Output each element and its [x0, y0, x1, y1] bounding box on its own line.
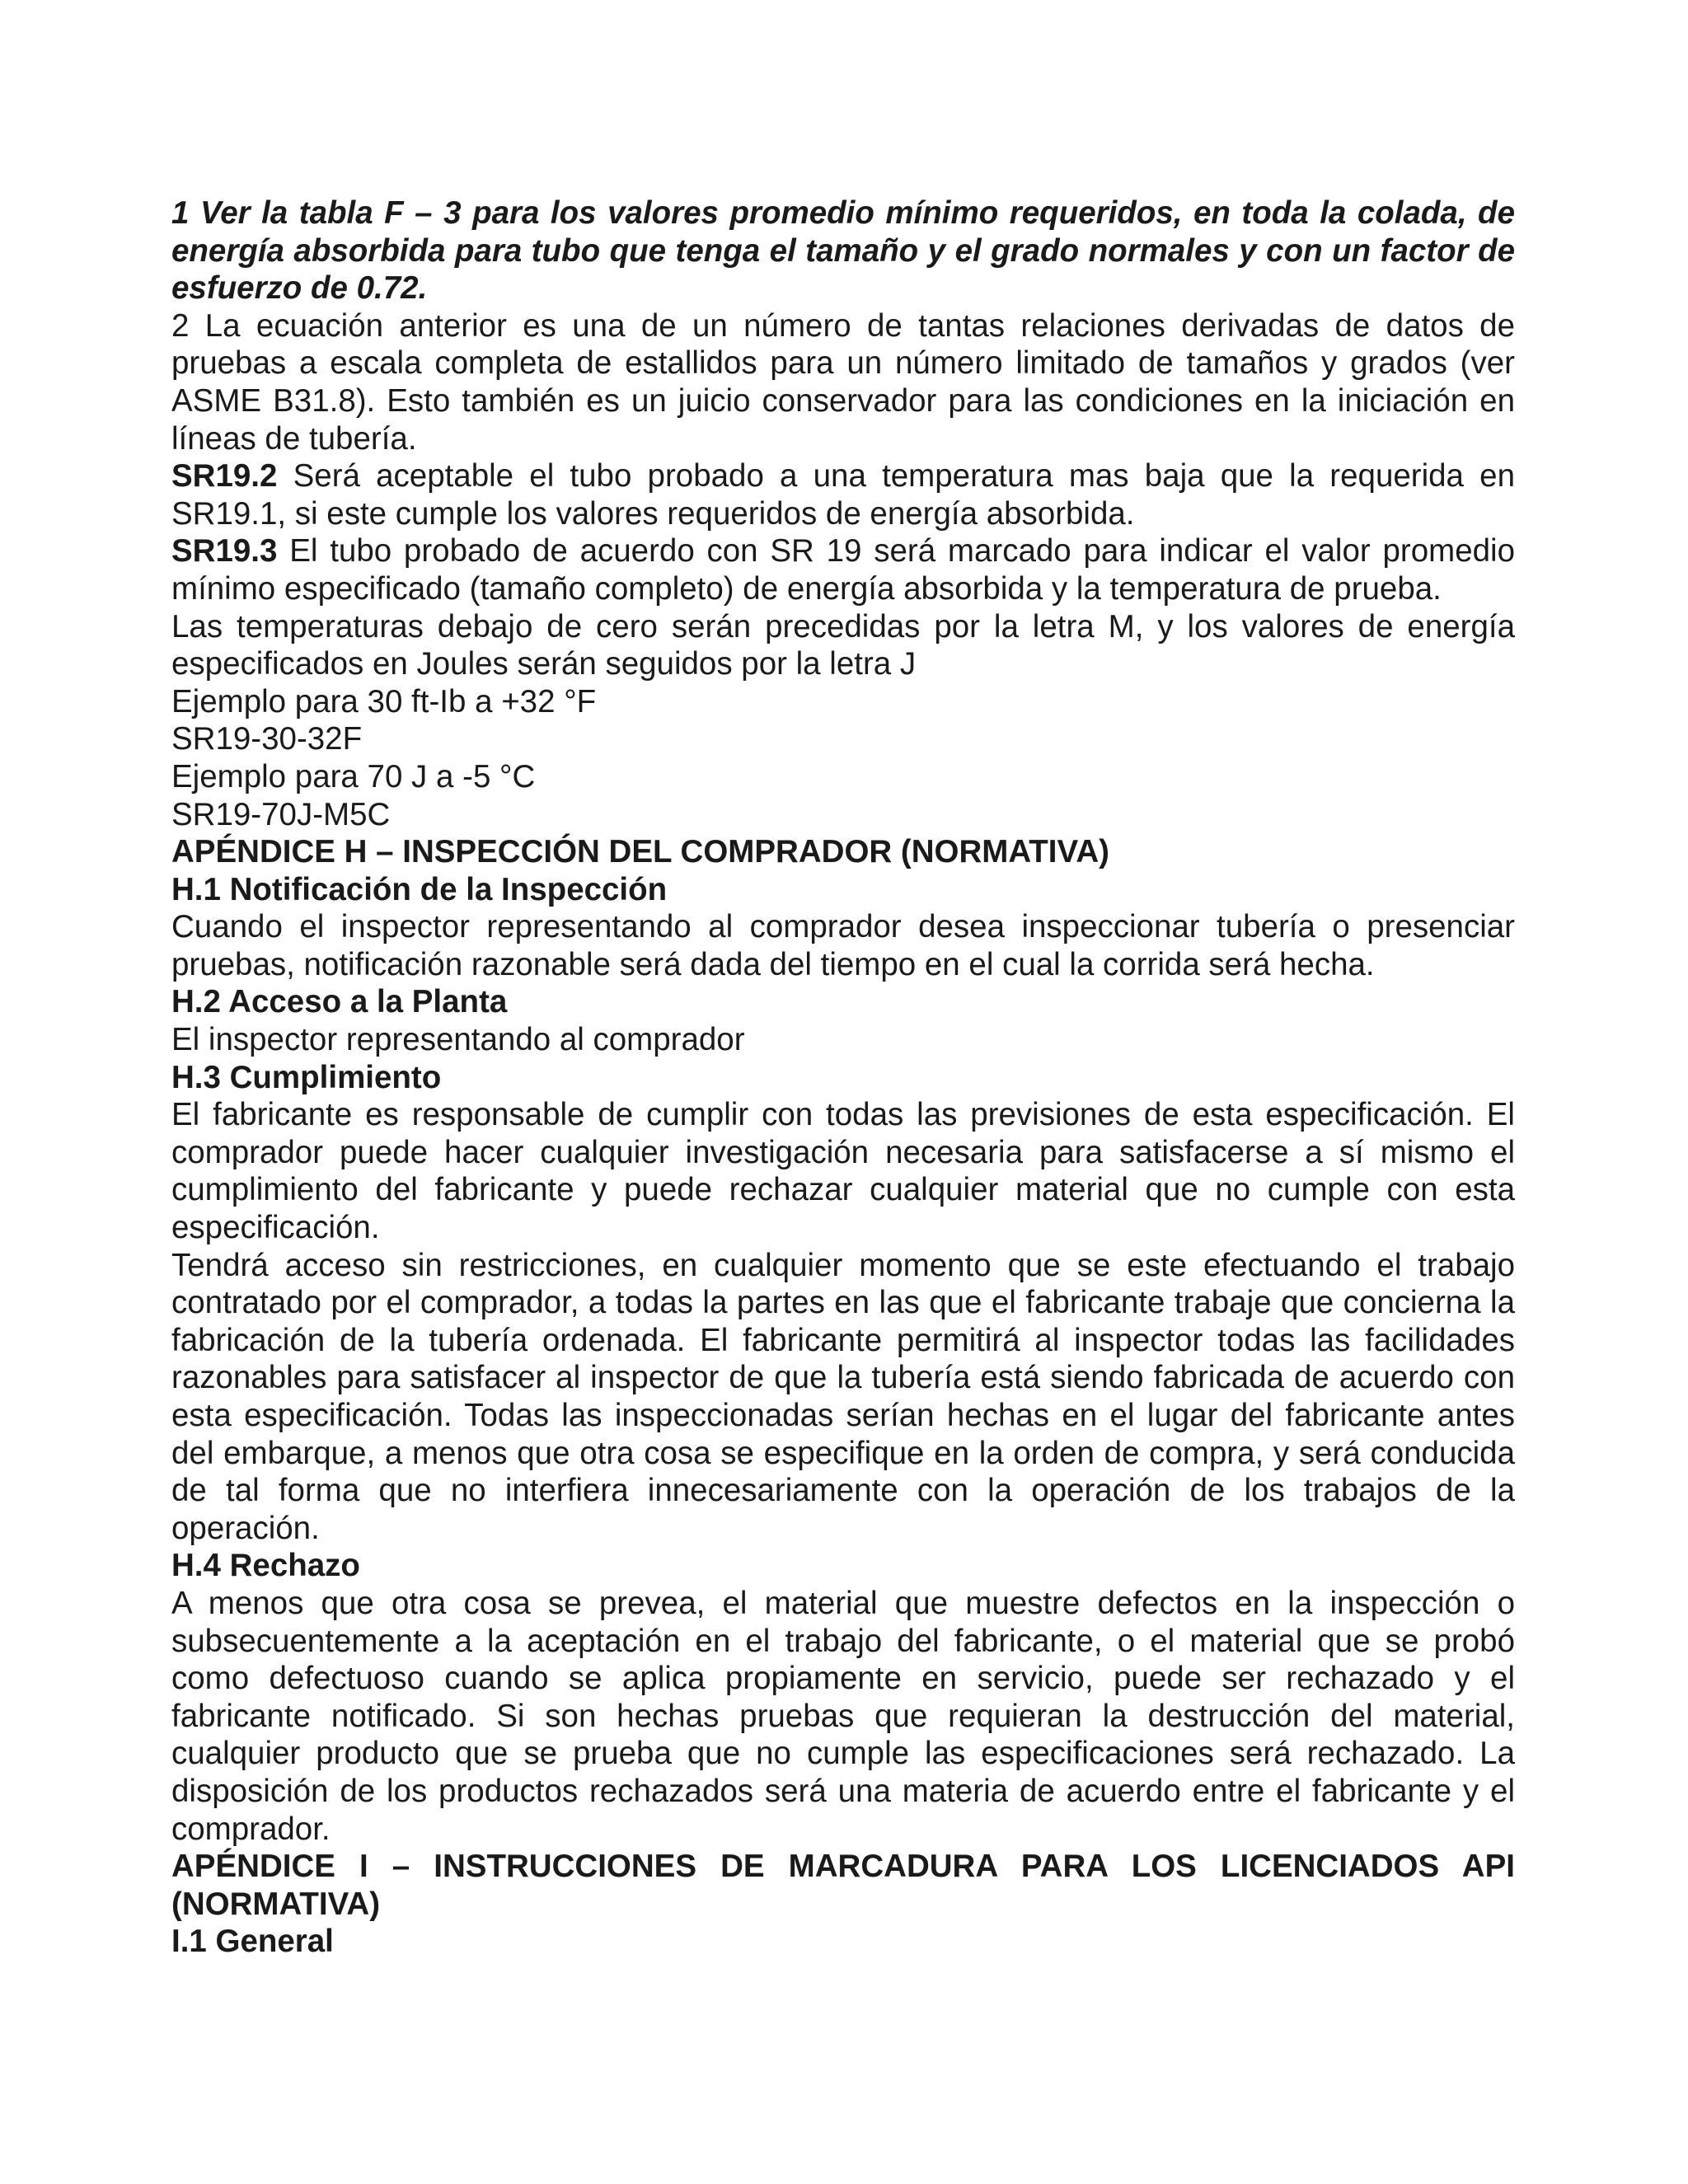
h3-text-1: El fabricante es responsable de cumplir con todas las previsiones de esta especificación. El comprador puede hacer cualquier investigación necesaria para satisfacerse a sí mismo el cumplimiento del fabricante y puede rechazar cualquier material que no cumple con esta especificación.	[171, 1097, 1515, 1246]
h1-heading: H.1 Notificación de la Inspección	[171, 871, 668, 907]
sr19-3-text: El tubo probado de acuerdo con SR 19 será marcado para indicar el valor promedio mínimo especificado (tamaño completo) de energía absorbida y la temperatura de prueba.	[171, 533, 1515, 607]
h2-text: El inspector representando al comprador	[171, 1022, 745, 1058]
document-page	[171, 194, 1515, 1961]
temperature-paragraph: Las temperaturas debajo de cero serán precedidas por la letra M, y los valores de energía especificados en Joules serán seguidos por la letra J	[171, 608, 1515, 682]
example-2-label: Ejemplo para 70 J a -5 °C	[171, 758, 536, 794]
example-1-label: Ejemplo para 30 ft-Ib a +32 °F	[171, 683, 597, 719]
h2-heading: H.2 Acceso a la Planta	[171, 984, 508, 1020]
example-1-code: SR19-30-32F	[171, 721, 363, 757]
i1-heading: I.1 General	[171, 1924, 334, 1960]
example-2-code: SR19-70J-M5C	[171, 796, 391, 832]
sr19-3-code: SR19.3	[171, 533, 278, 569]
sr19-3-paragraph	[171, 532, 1515, 607]
h4-text: A menos que otra cosa se prevea, el material que muestre defectos en la inspección o subsecuentemente a la aceptación en el trabajo del fabricante, o el material que se probó como defectuoso cuando se aplica propiamente en servicio, puede ser rechazado y el fabricante notificado. Si son hechas pruebas que requieran la destrucción del material, cualquier producto que se prueba que no cumple las especificaciones será rechazado. La disposición de los productos rechazados será una materia de acuerdo entre el fabricante y el comprador.	[171, 1585, 1515, 1847]
appendix-i-title: APÉNDICE I – INSTRUCCIONES DE MARCADURA PARA LOS LICENCIADOS API (NORMATIVA)	[171, 1849, 1515, 1922]
sr19-2-code: SR19.2	[171, 458, 278, 494]
h3-text-2: Tendrá acceso sin restricciones, en cualquier momento que se este efectuando el trabajo contratado por el comprador, a todas la partes en las que el fabricante trabaje que concierna la fabricación de la tubería ordenada. El fabricante permitirá al inspector todas las facilidades razonables para satisfacer al inspector de que la tubería está siendo fabricada de acuerdo con esta especificación. Todas las inspeccionadas serían hechas en el lugar del fabricante antes del embarque, a menos que otra cosa se especifique en la orden de compra, y será conducida de tal forma que no interfiera innecesariamente con la operación de los trabajos de la operación.	[171, 1247, 1515, 1546]
h1-text: Cuando el inspector representando al comprador desea inspeccionar tubería o presenciar pruebas, notificación razonable será dada del tiempo en el cual la corrida será hecha.	[171, 909, 1515, 982]
h3-heading: H.3 Cumplimiento	[171, 1059, 442, 1095]
footnote-1: 1 Ver la tabla F – 3 para los valores promedio mínimo requeridos, en toda la colada, de energía absorbida para tubo que tenga el tamaño y el grado normales y con un factor de esfuerzo de 0.72.	[171, 195, 1515, 307]
footnote-2: 2 La ecuación anterior es una de un número de tantas relaciones derivadas de datos de pruebas a escala completa de estallidos para un número limitado de tamaños y grados (ver ASME B31.8). Esto también es un juicio conservador para las condiciones en la iniciación en líneas de tubería.	[171, 307, 1515, 457]
sr19-2-text: Será aceptable el tubo probado a una temperatura mas baja que la requerida en SR19.1, si este cumple los valores requeridos de energía absorbida.	[171, 458, 1515, 532]
appendix-h-title: APÉNDICE H – INSPECCIÓN DEL COMPRADOR (NORMATIVA)	[171, 834, 1109, 870]
sr19-2-paragraph	[171, 457, 1515, 532]
h4-heading: H.4 Rechazo	[171, 1548, 360, 1584]
